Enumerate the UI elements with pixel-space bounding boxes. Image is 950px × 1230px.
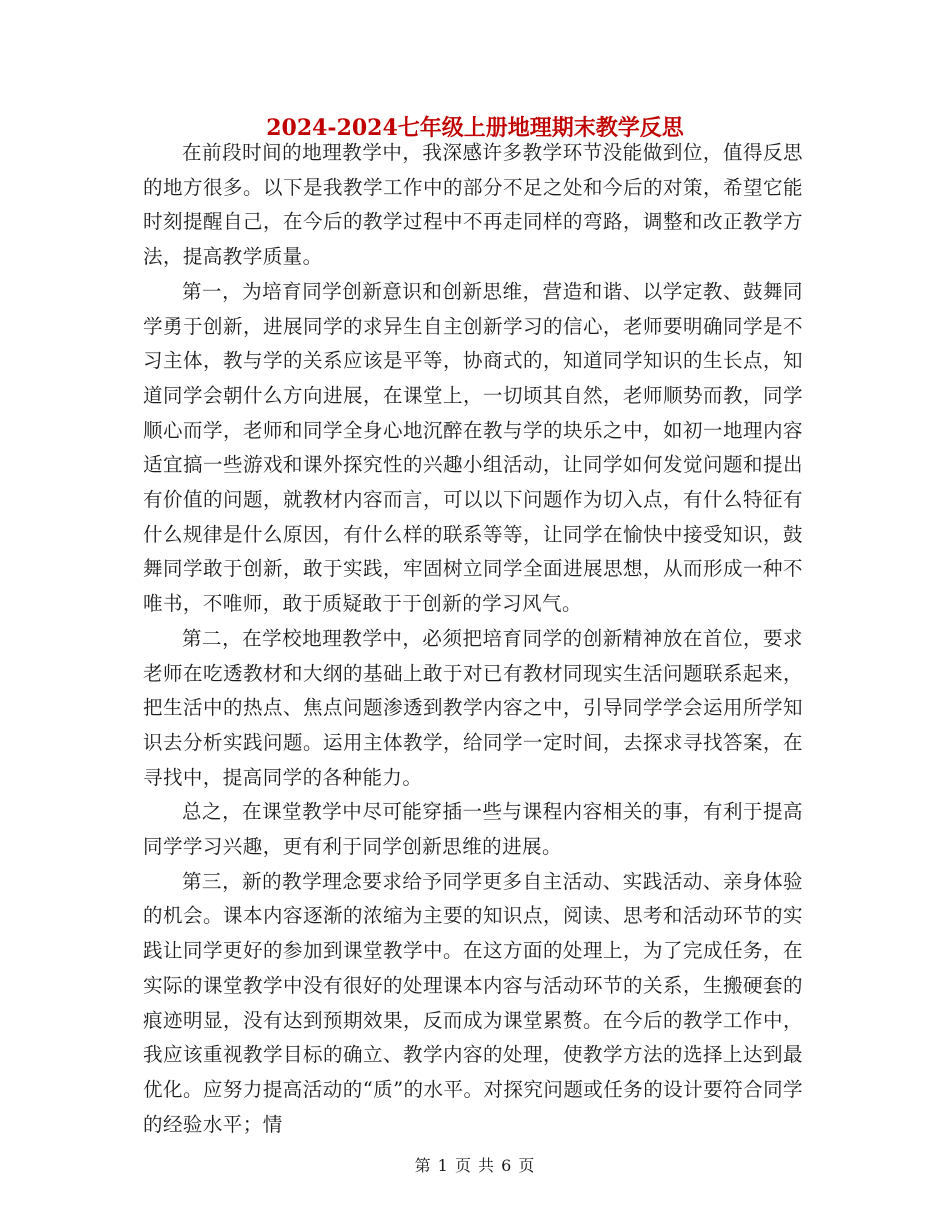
paragraph: 总之，在课堂教学中尽可能穿插一些与课程内容相关的事，有利于提高同学学习兴趣，更有利于同学创新思维的进展。 (143, 800, 803, 859)
paragraph: 第一，为培育同学创新意识和创新思维，营造和谐、以学定教、鼓舞同学勇于创新，进展同学的求异生自主创新学习的信心，老师要明确同学是不习主体，教与学的关系应该是平等，协商式的，知道同学知识的生长点，知道同学会朝什么方向进展，在课堂上，一切顷其自然，老师顺势而教，同学顺心而学，老师和同学全身心地沉醉在教与学的块乐之中，如初一地理内容适宜搞一些游戏和课外探究性的兴趣小组活动，让同学如何发觉问题和提出有价值的问题，就教材内容而言，可以以下问题作为切入点，有什么特征有什么规律是什么原因，有什么样的联系等等，让同学在愉快中接受知识，鼓舞同学敢于创新，敢于实践，牢固树立同学全面进展思想，从而形成一种不唯书，不唯师，敢于质疑敢于于创新的学习风气。 (143, 279, 803, 616)
document-body (143, 136, 803, 1142)
paragraph: 在前段时间的地理教学中，我深感许多教学环节没能做到位，值得反思的地方很多。以下是我教学工作中的部分不足之处和今后的对策，希望它能时刻提醒自己，在今后的教学过程中不再走同样的弯路，调整和改正教学方法，提高教学质量。 (143, 141, 803, 269)
paragraph: 第三，新的教学理念要求给予同学更多自主活动、实践活动、亲身体验的机会。课本内容逐渐的浓缩为主要的知识点，阅读、思考和活动环节的实践让同学更好的参加到课堂教学中。在这方面的处理上，为了完成任务，在实际的课堂教学中没有很好的处理课本内容与活动环节的关系，生搬硬套的痕迹明显，没有达到预期效果，反而成为课堂累赘。在今后的教学工作中，我应该重视教学目标的确立、教学内容的处理，使教学方法的选择上达到最优化。应努力提高活动的“质”的水平。对探究问题或任务的设计要符合同学的经验水平；情 (143, 869, 803, 1136)
document-title: 2024-2024七年级上册地理期末教学反思 (266, 115, 684, 141)
page-number-footer: 第 1 页 共 6 页 (414, 1156, 536, 1175)
paragraph: 第二，在学校地理教学中，必须把培育同学的创新精神放在首位，要求老师在吃透教材和大纲的基础上敢于对已有教材同现实生活问题联系起来，把生活中的热点、焦点问题渗透到教学内容之中，引导同学学会运用所学知识去分析实践问题。运用主体教学，给同学一定时间，去探求寻找答案，在寻找中，提高同学的各种能力。 (143, 626, 803, 789)
